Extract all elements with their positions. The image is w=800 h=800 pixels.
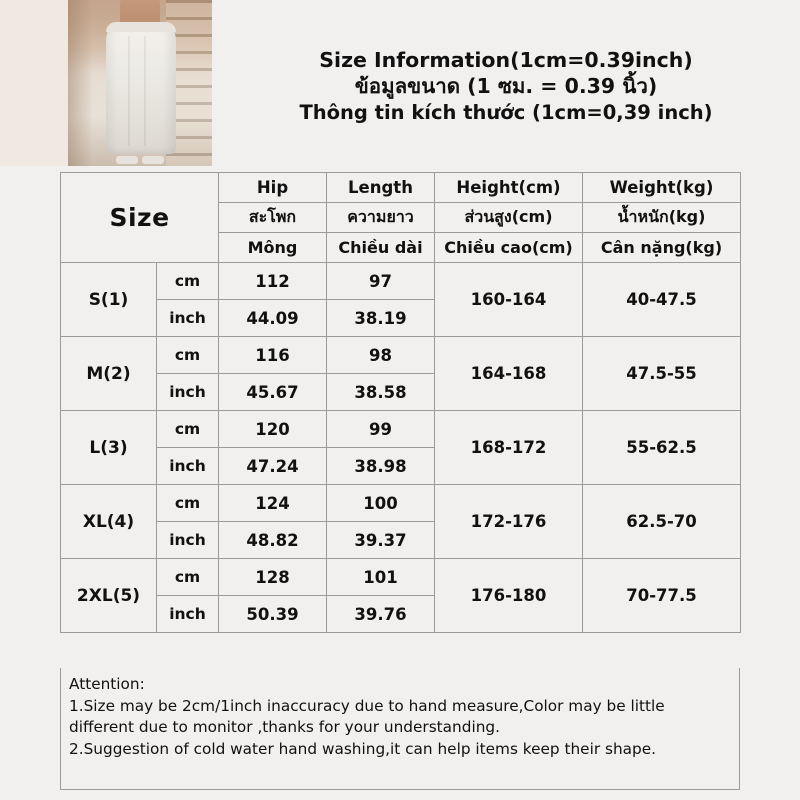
- table-row: [61, 559, 741, 596]
- xxl-hip-inch: 50.39: [219, 596, 327, 633]
- m-length-inch: 38.58: [327, 374, 435, 411]
- model-trousers: [106, 22, 176, 154]
- s-length-inch: 38.19: [327, 300, 435, 337]
- title-thai: ข้อมูลขนาด (1 ซม. = 0.39 นิ้ว): [354, 74, 658, 99]
- size-column-label: Size: [61, 173, 219, 263]
- xl-hip-inch: 48.82: [219, 522, 327, 559]
- header-height-th: ส่วนสูง(cm): [435, 203, 583, 233]
- xl-hip-cm: 124: [219, 485, 327, 522]
- title-block: [212, 0, 800, 166]
- xl-height: 172-176: [435, 485, 583, 559]
- unit-inch: inch: [157, 448, 219, 485]
- header-length-th: ความยาว: [327, 203, 435, 233]
- xxl-length-inch: 39.76: [327, 596, 435, 633]
- model-shoe-right: [142, 156, 164, 164]
- unit-cm: cm: [157, 559, 219, 596]
- s-hip-cm: 112: [219, 263, 327, 300]
- row-size-m: M(2): [61, 337, 157, 411]
- unit-inch: inch: [157, 596, 219, 633]
- m-hip-cm: 116: [219, 337, 327, 374]
- m-length-cm: 98: [327, 337, 435, 374]
- title-english: Size Information(1cm=0.39inch): [319, 47, 693, 72]
- header-weight-en: Weight(kg): [583, 173, 741, 203]
- header-height-vi: Chiều cao(cm): [435, 233, 583, 263]
- header-height-en: Height(cm): [435, 173, 583, 203]
- header-weight-vi: Cân nặng(kg): [583, 233, 741, 263]
- header-weight-th: น้ำหนัก(kg): [583, 203, 741, 233]
- m-hip-inch: 45.67: [219, 374, 327, 411]
- model-figure: [98, 0, 184, 166]
- table-row: [61, 337, 741, 374]
- m-weight: 47.5-55: [583, 337, 741, 411]
- header-length-vi: Chiều dài: [327, 233, 435, 263]
- xl-weight: 62.5-70: [583, 485, 741, 559]
- l-length-cm: 99: [327, 411, 435, 448]
- l-hip-inch: 47.24: [219, 448, 327, 485]
- trouser-fold-left: [128, 36, 130, 146]
- s-length-cm: 97: [327, 263, 435, 300]
- attention-line-2: different due to monitor ,thanks for your understanding.: [69, 718, 500, 737]
- unit-cm: cm: [157, 411, 219, 448]
- table-header-row-en: [61, 173, 741, 203]
- unit-inch: inch: [157, 374, 219, 411]
- header-length-en: Length: [327, 173, 435, 203]
- row-size-xl: XL(4): [61, 485, 157, 559]
- title-vietnamese: Thông tin kích thước (1cm=0,39 inch): [299, 100, 713, 124]
- attention-line-3: 2.Suggestion of cold water hand washing,it can help items keep their shape.: [69, 740, 657, 759]
- l-hip-cm: 120: [219, 411, 327, 448]
- attention-note: [60, 668, 740, 790]
- trouser-fold-right: [144, 36, 146, 146]
- row-size-s: S(1): [61, 263, 157, 337]
- table-row: [61, 485, 741, 522]
- row-size-l: L(3): [61, 411, 157, 485]
- table-row: [61, 263, 741, 300]
- xxl-height: 176-180: [435, 559, 583, 633]
- s-height: 160-164: [435, 263, 583, 337]
- s-hip-inch: 44.09: [219, 300, 327, 337]
- header-band: [0, 0, 800, 166]
- product-photo: [0, 0, 212, 166]
- xxl-weight: 70-77.5: [583, 559, 741, 633]
- attention-line-1: 1.Size may be 2cm/1inch inaccuracy due to hand measure,Color may be little: [69, 696, 665, 715]
- l-length-inch: 38.98: [327, 448, 435, 485]
- s-weight: 40-47.5: [583, 263, 741, 337]
- unit-cm: cm: [157, 337, 219, 374]
- header-hip-vi: Mông: [219, 233, 327, 263]
- product-photo-image: [68, 0, 212, 166]
- unit-cm: cm: [157, 263, 219, 300]
- m-height: 164-168: [435, 337, 583, 411]
- size-table: [60, 172, 741, 633]
- xl-length-cm: 100: [327, 485, 435, 522]
- l-height: 168-172: [435, 411, 583, 485]
- header-hip-en: Hip: [219, 173, 327, 203]
- unit-inch: inch: [157, 522, 219, 559]
- table-row: [61, 411, 741, 448]
- header-hip-th: สะโพก: [219, 203, 327, 233]
- row-size-2xl: 2XL(5): [61, 559, 157, 633]
- xl-length-inch: 39.37: [327, 522, 435, 559]
- unit-inch: inch: [157, 300, 219, 337]
- model-shoe-left: [116, 156, 138, 164]
- attention-heading: Attention:: [69, 675, 145, 693]
- unit-cm: cm: [157, 485, 219, 522]
- model-waistband: [106, 22, 176, 32]
- l-weight: 55-62.5: [583, 411, 741, 485]
- xxl-hip-cm: 128: [219, 559, 327, 596]
- xxl-length-cm: 101: [327, 559, 435, 596]
